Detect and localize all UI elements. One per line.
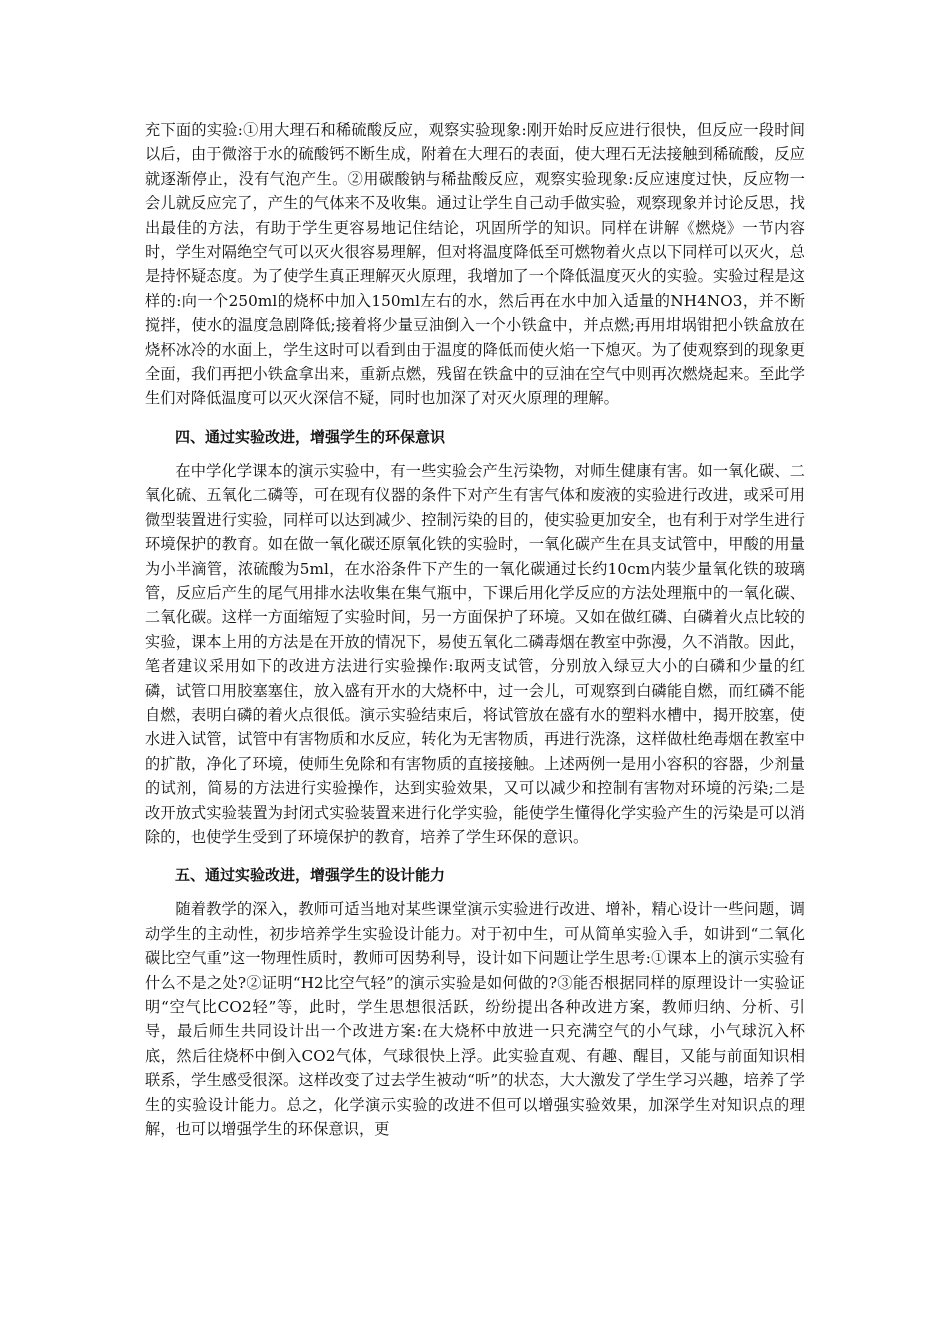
section-heading: 五、通过实验改进，增强学生的设计能力 xyxy=(175,866,446,885)
body-paragraph: 充下面的实验:①用大理石和稀硫酸反应，观察实验现象:刚开始时反应进行很快，但反应一段时间以后，由于微溶于水的硫酸钙不断生成，附着在大理石的表面，使大理石无法接触到稀硫酸，反应就逐渐停止，没有气泡产生。②用碳酸钠与稀盐酸反应，观察实验现象:反应速度过快，反应物一会儿就反应完了，产生的气体来不及收集。通过让学生自己动手做实验，观察现象并讨论反思，找出最佳的方法，有助于学生更容易地记住结论，巩固所学的知识。同样在讲解《燃烧》一节内容时，学生对隔绝空气可以灭火很容易理解，但对将温度降低至可燃物着火点以下同样可以灭火，总是持怀疑态度。为了使学生真正理解灭火原理，我增加了一个降低温度灭火的实验。实验过程是这样的:向一个250ml的烧杯中加入150ml左右的水，然后再在水中加入适量的NH4NO3，并不断搅拌，使水的温度急剧降低;接着将少量豆油倒入一个小铁盒中，并点燃;再用坩埚钳把小铁盒放在烧杯冰冷的水面上，学生这时可以看到由于温度的降低而使火焰一下熄灭。为了使观察到的现象更全面，我们再把小铁盒拿出来，重新点燃，残留在铁盒中的豆油在空气中则再次燃烧起来。至此学生们对降低温度可以灭火深信不疑，同时也加深了对灭火原理的理解。 xyxy=(145,121,805,408)
section-heading: 四、通过实验改进，增强学生的环保意识 xyxy=(175,427,446,446)
document-page xyxy=(145,118,805,1141)
body-paragraph: 在中学化学课本的演示实验中，有一些实验会产生污染物，对师生健康有害。如一氧化碳、二氧化硫、五氧化二磷等，可在现有仪器的条件下对产生有害气体和废液的实验进行改进，或采可用微型装置进行实验，同样可以达到减少、控制污染的目的，使实验更加安全，也有利于对学生进行环境保护的教育。如在做一氧化碳还原氧化铁的实验时，一氧化碳产生在具支试管中，甲酸的用量为小半滴管，浓硫酸为5ml，在水浴条件下产生的一氧化碳通过长约10cm内装少量氧化铁的玻璃管，反应后产生的尾气用排水法收集在集气瓶中，下课后用化学反应的方法处理瓶中的一氧化碳、二氧化碳。这样一方面缩短了实验时间，另一方面保护了环境。又如在做红磷、白磷着火点比较的实验，课本上用的方法是在开放的情况下，易使五氧化二磷毒烟在教室中弥漫，久不消散。因此，笔者建议采用如下的改进方法进行实验操作:取两支试管，分别放入绿豆大小的白磷和少量的红磷，试管口用胶塞塞住，放入盛有开水的大烧杯中，过一会儿，可观察到白磷能自燃，而红磷不能自燃，表明白磷的着火点很低。演示实验结束后，将试管放在盛有水的塑料水槽中，揭开胶塞，使水进入试管，试管中有害物质和水反应，转化为无害物质，再进行洗涤，这样做杜绝毒烟在教室中的扩散，净化了环境，使师生免除和有害物质的直接接触。上述两例一是用小容积的容器，少剂量的试剂，简易的方法进行实验操作，达到实验效果，又可以减少和控制有害物对环境的污染;二是改开放式实验装置为封闭式实验装置来进行化学实验，能使学生懂得化学实验产生的污染是可以消除的，也使学生受到了环境保护的教育，培养了学生环保的意识。 xyxy=(145,461,805,846)
body-paragraph: 随着教学的深入，教师可适当地对某些课堂演示实验进行改进、增补，精心设计一些问题，调动学生的主动性，初步培养学生实验设计能力。对于初中生，可从简单实验入手，如讲到“二氧化碳比空气重”这一物理性质时，教师可因势利导，设计如下问题让学生思考:①课本上的演示实验有什么不是之处?②证明“H2比空气轻”的演示实验是如何做的?③能否根据同样的原理设计一实验证明“空气比CO2轻”等，此时，学生思想很活跃，纷纷提出各种改进方案，教师归纳、分析、引导，最后师生共同设计出一个改进方案:在大烧杯中放进一只充满空气的小气球，小气球沉入杯底，然后往烧杯中倒入CO2气体，气球很快上浮。此实验直观、有趣、醒目，又能与前面知识相联系，学生感受很深。这样改变了过去学生被动“听”的状态，大大激发了学生学习兴趣，培养了学生的实验设计能力。总之，化学演示实验的改进不但可以增强实验效果，加深学生对知识点的理解，也可以增强学生的环保意识，更 xyxy=(145,900,805,1139)
